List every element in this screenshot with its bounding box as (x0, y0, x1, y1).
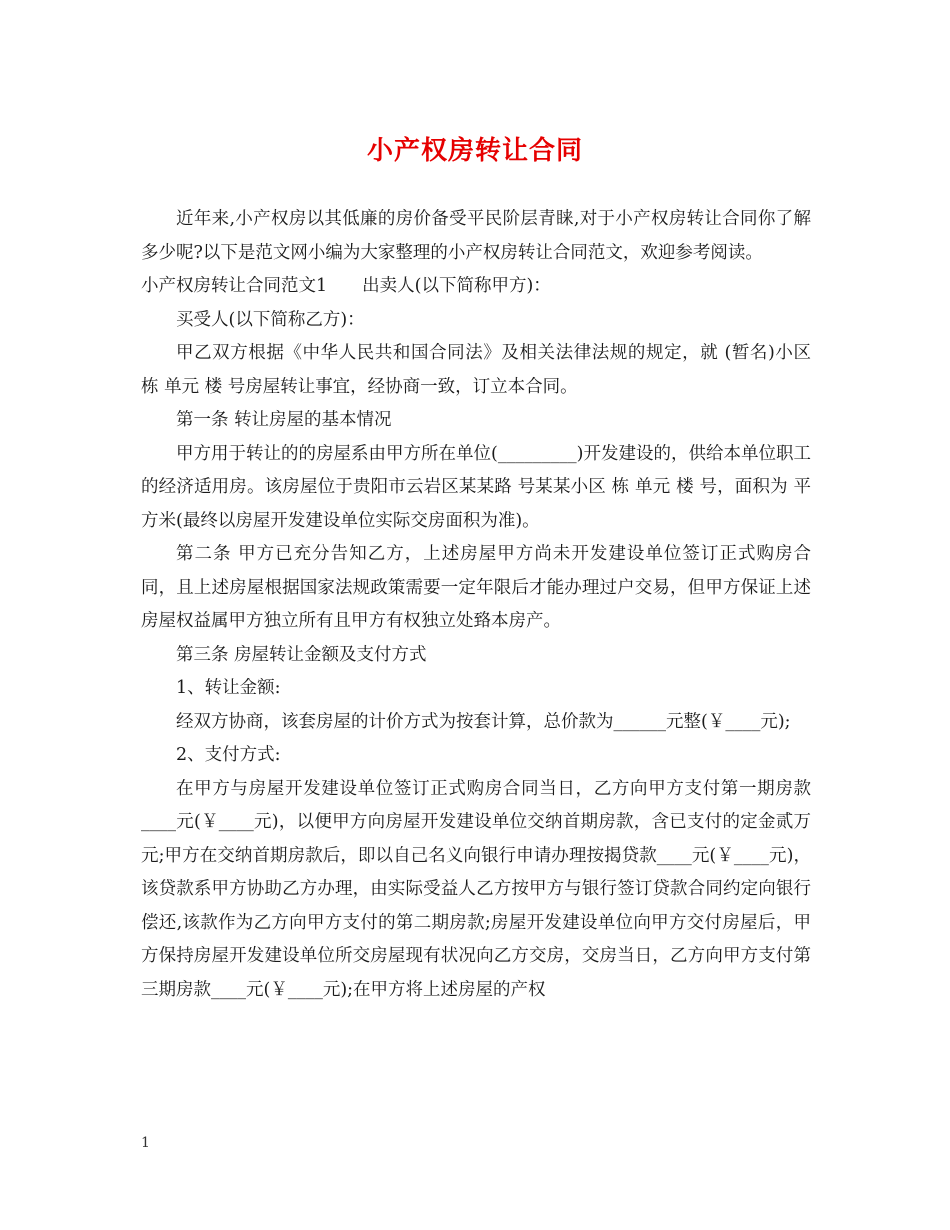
article-3-heading: 第三条 房屋转让金额及支付方式 (176, 644, 427, 665)
clause-transfer-amount-heading: 1、转让金额: (176, 678, 281, 698)
paragraph-buyer: 买受人(以下简称乙方)： (176, 309, 365, 330)
document-body (141, 203, 811, 1007)
clause-payment-method-heading: 2、支付方式: (176, 745, 281, 765)
article-1-body: 甲方用于转让的的房屋系由甲方所在单位(_________)开发建设的，供给本单位职工的经济适用房。该房屋位于贵阳市云岩区某某路 号某某小区 栋 单元 楼 号，面积为 平方米(最终以房屋开发建设单位实际交房面积为准)。 (141, 443, 811, 531)
clause-payment-method-body: 在甲方与房屋开发建设单位签订正式购房合同当日，乙方向甲方支付第一期房款____元(￥____元)，以便甲方向房屋开发建设单位交纳首期房款，含已支付的定金贰万元;甲方在交纳首期房款后，即以自己名义向银行申请办理按揭贷款____元(￥____元)，该贷款系甲方协助乙方办理，由实际受益人乙方按甲方与银行签订贷款合同约定向银行偿还,该款作为乙方向甲方支付的第二期房款;房屋开发建设单位向甲方交付房屋后，甲方保持房屋开发建设单位所交房屋现有状况向乙方交房，交房当日，乙方向甲方支付第三期房款____元(￥____元);在甲方将上述房屋的产权 (141, 778, 811, 1000)
article-1-heading: 第一条 转让房屋的基本情况 (176, 410, 392, 430)
paragraph-preamble: 甲乙双方根据《中华人民共和国合同法》及相关法律法规的规定，就 (暂名)小区 栋 单元 楼 号房屋转让事宜，经协商一致，订立本合同。 (141, 343, 811, 397)
document-title: 小产权房转让合同 (366, 136, 583, 166)
paragraph-intro: 近年来,小产权房以其低廉的房价备受平民阶层青睐,对于小产权房转让合同你了解多少呢?以下是范文网小编为大家整理的小产权房转让合同范文，欢迎参考阅读。 (141, 209, 811, 263)
article-2-body: 第二条 甲方已充分告知乙方，上述房屋甲方尚未开发建设单位签订正式购房合同，且上述房屋根据国家法规政策需要一定年限后才能办理过户交易，但甲方保证上述房屋权益属甲方独立所有且甲方有权独立处臵本房产。 (141, 544, 811, 631)
clause-transfer-amount-body: 经双方协商，该套房屋的计价方式为按套计算，总价款为______元整(￥____元); (176, 711, 791, 732)
paragraph-sample-heading: 小产权房转让合同范文1 出卖人(以下简称甲方)： (141, 276, 551, 296)
page-number: 1 (141, 1135, 150, 1151)
